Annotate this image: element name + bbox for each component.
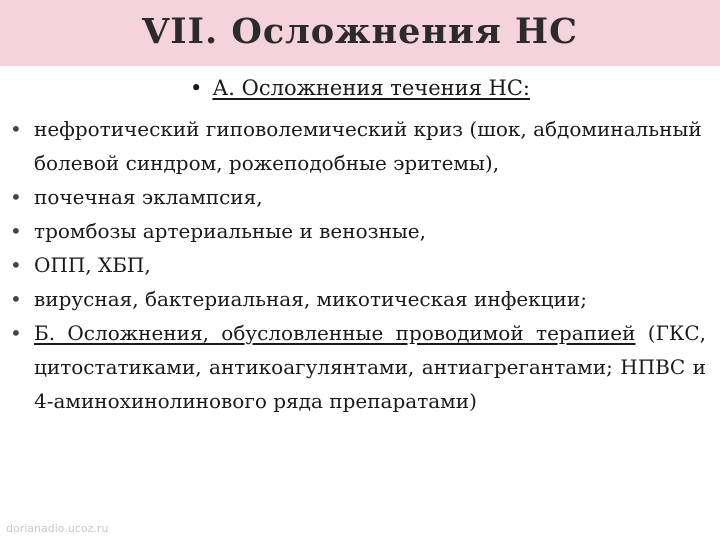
slide-title: VII. Осложнения НС — [142, 11, 578, 52]
list-item — [0, 214, 720, 248]
list-item-text: тромбозы артериальные и венозные, — [34, 219, 426, 243]
list-item — [0, 282, 720, 316]
subheading — [0, 73, 720, 103]
list-item — [0, 112, 720, 180]
bullet-marker: • — [10, 185, 22, 209]
subheading-text: А. Осложнения течения НС: — [212, 76, 530, 100]
list-item-text: нефротический гиповолемический криз (шок, абдоминальный болевой синдром, рожеподобные эритемы), — [34, 117, 702, 175]
list-item-text: почечная эклампсия, — [34, 185, 263, 209]
bullet-marker: • — [10, 253, 22, 277]
therapy-heading: Б. Осложнения, обусловленные проводимой терапией — [34, 321, 636, 345]
list-item-text: вирусная, бактериальная, микотическая инфекции; — [34, 287, 587, 311]
watermark: dorianadio.ucoz.ru — [6, 522, 109, 535]
bullet-marker: • — [10, 219, 22, 243]
subheading-bullet: • — [190, 76, 203, 100]
bullet-marker: • — [10, 287, 22, 311]
bullet-marker: • — [10, 321, 22, 345]
list-item-therapy — [0, 316, 720, 418]
therapy-text: (ГКС, цитостатиками, антикоагулянтами, антиагрегантами; НПВС и 4-аминохинолинового ряда препаратами) — [34, 321, 706, 413]
list-item — [0, 248, 720, 282]
bullet-list — [0, 112, 720, 418]
list-item-text: ОПП, ХБП, — [34, 253, 151, 277]
bullet-marker: • — [10, 117, 22, 141]
list-item — [0, 180, 720, 214]
